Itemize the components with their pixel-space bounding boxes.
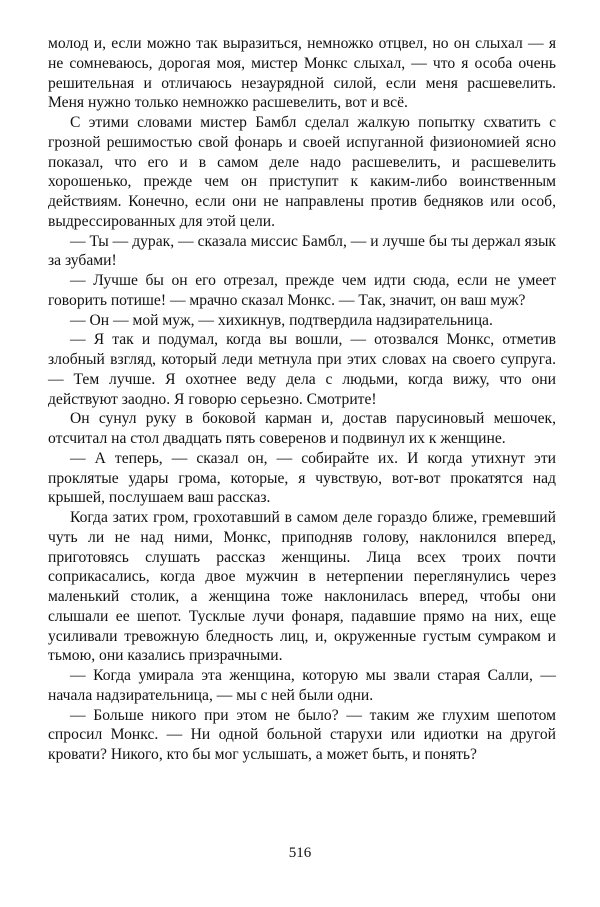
- paragraph-10: — Когда умирала эта женщина, которую мы звали старая Салли, — начала надзирательница, — мы с ней были одни.: [48, 667, 556, 704]
- paragraph-6: — Я так и подумал, когда вы вошли, — отозвался Монкс, отметив злобный взгляд, который леди метнула при этих словах на своего супруга. — Тем лучше. Я охотнее веду дела с людьми, когда вижу, что они действуют заодно. Я говорю серьезно. Смотрите!: [48, 331, 556, 408]
- paragraph-8: — А теперь, — сказал он, — собирайте их. И когда утихнут эти проклятые удары грома, которые, я чувствую, вот-вот прокатятся над крышей, послушаем ваш рассказ.: [48, 449, 556, 507]
- paragraph-9: Когда затих гром, грохотавший в самом деле гораздо ближе, гремевший чуть ли не над ними, Монкс, приподняв голову, наклонился вперед, приготовясь слушать рассказ женщины. Лица всех троих почти соприкасались, когда двое мужчин в нетерпении переглянулись через маленький столик, а женщина тоже наклонилась вперед, чтобы они слышали ее шепот. Тусклые лучи фонаря, падавшие прямо на них, еще усиливали тревожную бледность лиц, и, окруженные густым сумраком и тьмою, они казались призрачными.: [48, 509, 556, 665]
- paragraph-4: — Лучше бы он его отрезал, прежде чем идти сюда, если не умеет говорить потише! — мрачно сказал Монкс. — Так, значит, он ваш муж?: [48, 272, 556, 309]
- paragraph-11: — Больше никого при этом не было? — таким же глухим шепотом спросил Монкс. — Ни одной больной старухи или идиотки на другой кровати? Никого, кто бы мог услышать, а может быть, и понять?: [48, 706, 556, 763]
- paragraph-2: С этими словами мистер Бамбл сделал жалкую попытку схватить с грозной решимостью свой фонарь и своей испуганной физиономией ясно показал, что его и в самом деле надо расшевелить, и расшевелить хорошенько, прежде чем он приступит к каким-либо воинственным действиям. Конечно, если они не направлены против бедняков или особ, выдрессированных для этой цели.: [48, 114, 556, 230]
- page-text: [48, 34, 556, 765]
- paragraph-5: — Он — мой муж, — хихикнув, подтвердила надзирательница.: [70, 311, 493, 329]
- paragraph-7: Он сунул руку в боковой карман и, достав парусиновый мешочек, отсчитал на стол двадцать пять соверенов и подвинул их к женщине.: [48, 410, 556, 447]
- paragraph-3: — Ты — дурак, — сказала миссис Бамбл, — и лучше бы ты держал язык за зубами!: [48, 232, 556, 270]
- page-number: 516: [288, 845, 312, 861]
- paragraph-1: молод и, если можно так выразиться, немножко отцвел, но он слыхал — я не сомневаюсь, дорогая моя, мистер Монкс слыхал, — что я особа очень решительная и отличаюсь незаурядной силой, если меня расшевелить. Меня нужно только немножко расшевелить, вот и всё.: [48, 35, 556, 112]
